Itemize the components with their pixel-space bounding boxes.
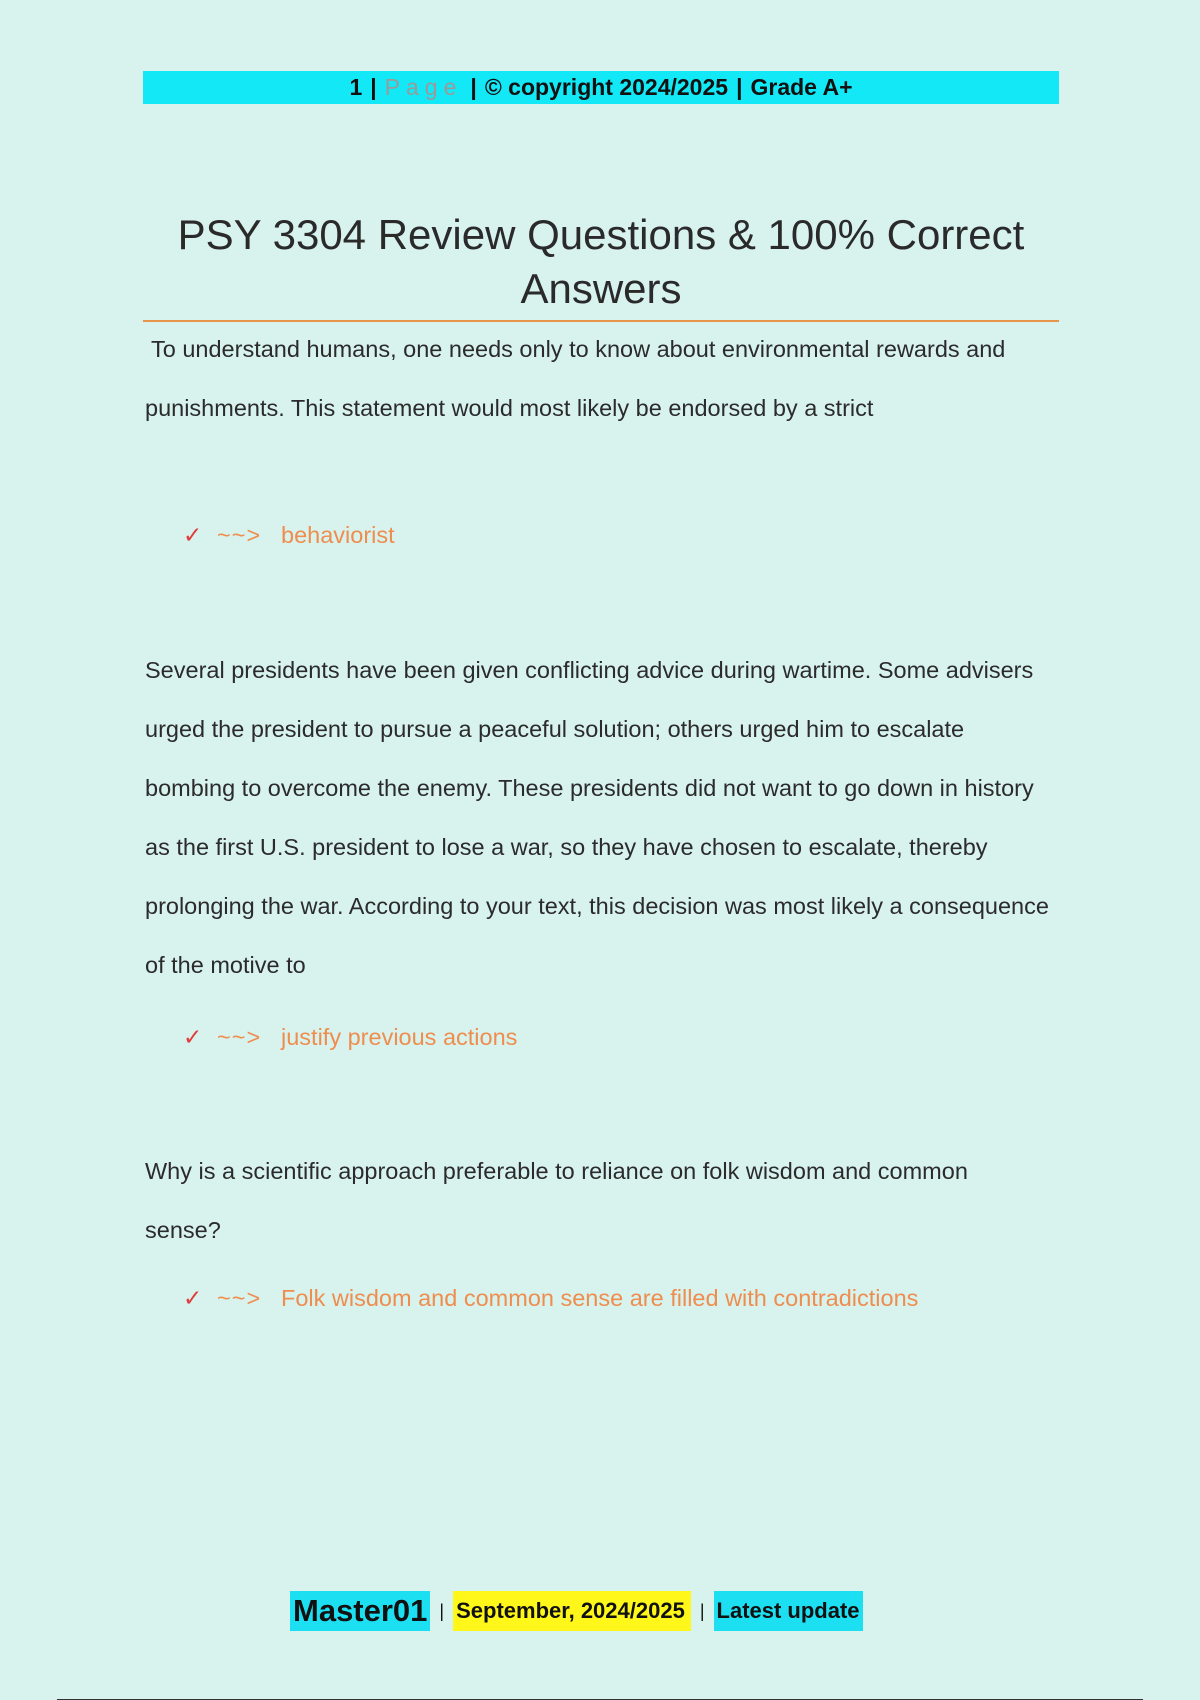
- date-badge: September, 2024/2025: [453, 1591, 691, 1631]
- question-text: Several presidents have been given conflicting advice during wartime. Some advisers urged the president to pursue a peaceful solution; others urged him to escalate bombing to overcome the enemy. These presidents did not want to go down in history as the first U.S. president to lose a war, so they have chosen to escalate, thereby prolonging the war. According to your text, this decision was most likely a consequence of the motive to: [145, 657, 1049, 978]
- header-separator: |: [370, 74, 377, 100]
- author-badge: Master01: [290, 1591, 430, 1631]
- page-number: 1: [349, 74, 363, 100]
- question-text: Why is a scientific approach preferable to reliance on folk wisdom and common sense?: [145, 1158, 968, 1243]
- latest-update-badge: Latest update: [714, 1591, 863, 1631]
- header-separator: |: [470, 74, 477, 100]
- check-icon: ✓: [183, 522, 203, 548]
- arrow-marker: ~~>: [217, 1024, 262, 1050]
- answer-row: [183, 522, 395, 549]
- page-footer: [290, 1591, 863, 1631]
- answer-row: [183, 1024, 517, 1051]
- arrow-marker: ~~>: [217, 522, 262, 548]
- check-icon: ✓: [183, 1285, 203, 1311]
- page-header: [143, 71, 1059, 104]
- footer-separator: |: [699, 1600, 705, 1621]
- answer-row: [183, 1285, 918, 1312]
- answer-text: justify previous actions: [281, 1024, 518, 1050]
- answer-text: Folk wisdom and common sense are filled with contradictions: [281, 1285, 919, 1311]
- page-label: Page: [384, 74, 463, 100]
- answer-text: behaviorist: [281, 522, 395, 548]
- arrow-marker: ~~>: [217, 1285, 262, 1311]
- check-icon: ✓: [183, 1024, 203, 1050]
- grade-label: Grade A+: [750, 74, 853, 100]
- document-title: PSY 3304 Review Questions & 100% Correct Answers: [177, 211, 1025, 312]
- copyright-text: © copyright 2024/2025: [484, 74, 729, 100]
- question-text: To understand humans, one needs only to know about environmental rewards and punishments. This statement would most likely be endorsed by a strict: [145, 336, 1006, 421]
- footer-separator: |: [439, 1600, 445, 1621]
- header-separator: |: [736, 74, 743, 100]
